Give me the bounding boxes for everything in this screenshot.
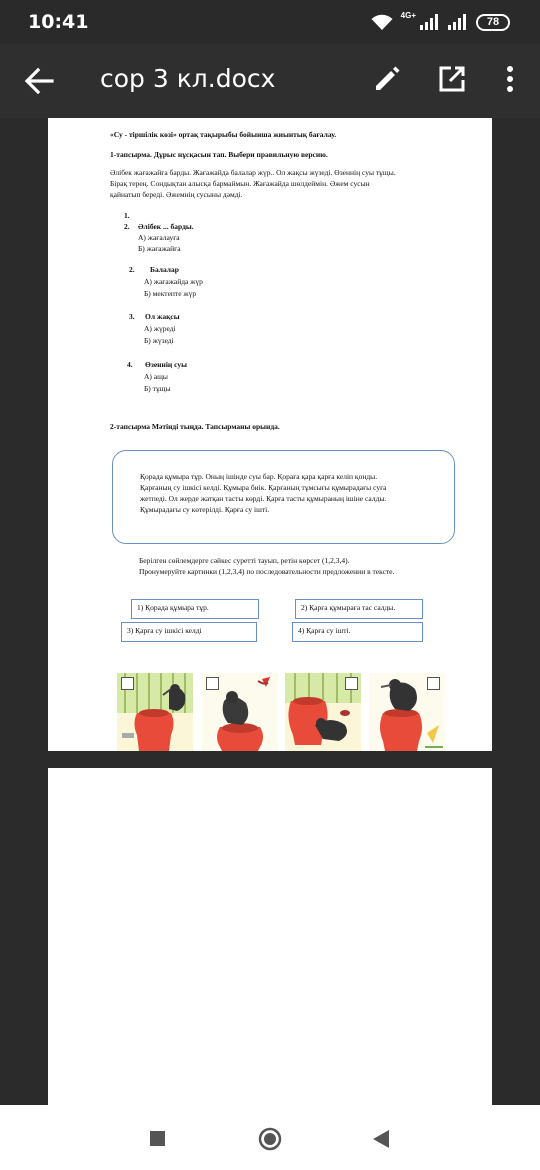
question-option: А) жағажайда жүр [144, 277, 203, 286]
question-option: А) жүреді [144, 324, 176, 333]
question-text: Балалар [150, 265, 179, 274]
more-vert-icon[interactable] [496, 64, 524, 94]
passage-line: Әлібек жағажайға барды. Жағажайда балалар жүр.. Ол жақсы жүзеді. Өзеннің суы тұщы. [110, 168, 396, 177]
network-label: 4G+ [400, 11, 416, 20]
app-bar [0, 44, 540, 118]
recents-square-icon[interactable] [150, 1131, 165, 1146]
question-option: Б) жүзеді [144, 336, 174, 345]
status-time: 10:41 [28, 11, 89, 33]
signal-icon [448, 14, 468, 30]
question-option: Б) жағажайға [138, 244, 181, 253]
answer-text: 3) Қарға су ішкісі келді [127, 626, 202, 635]
question-option: А) жағалауға [138, 233, 180, 242]
document-page [48, 768, 492, 1105]
answer-box [295, 599, 423, 619]
navigation-bar [0, 1105, 540, 1170]
status-bar [0, 0, 540, 44]
story-line: жетпеді. Ол жерде жатқан тасты көрді. Қарға тасты құмыраның ішіне салды. [140, 494, 387, 503]
crow-on-jug-picture [369, 673, 445, 751]
picture-checkbox [121, 677, 134, 690]
question-option: Б) тұщы [144, 384, 171, 393]
doc-heading: «Су - тіршілік көзі» ортақ тақырыбы бойынша жиынтық бағалау. [110, 130, 337, 139]
question-number: 2. [129, 265, 135, 274]
document-title: сор 3 кл.docx [100, 64, 276, 93]
signal-icon [420, 14, 440, 30]
question-number: 3. [129, 312, 135, 321]
story-line: Қарғаның су ішкісі келді. Құмыра биік. Қарғаның тұмсығы құмырадағы суға [140, 483, 387, 492]
story-line: Құмырадағы су көтерілді. Қарға су ішті. [140, 505, 270, 514]
battery-level: 78 [486, 15, 500, 28]
task1-title: 1-тапсырма. Дұрыс нұсқасын тап. Выбери правильную версию. [110, 150, 328, 159]
back-arrow-icon[interactable] [22, 64, 56, 98]
answer-box [121, 622, 257, 642]
crow-looking-into-jug-picture [285, 673, 361, 751]
home-circle-icon[interactable] [258, 1127, 282, 1151]
picture-checkbox [427, 677, 440, 690]
question-number: 4. [127, 360, 133, 369]
picture-checkbox [206, 677, 219, 690]
story-line: Қорада құмыра тұр. Оның ішінде суы бар. Қораға қара қарға келіп қонды. [140, 472, 378, 481]
question-text: Әлібек ... барды. [138, 222, 194, 231]
crow-at-jug-picture [117, 673, 193, 751]
open-external-icon[interactable] [437, 64, 467, 94]
wifi-icon [371, 14, 393, 31]
answer-text: 4) Қарға су ішті. [298, 626, 351, 635]
crow-drinking-picture [202, 673, 278, 751]
picture-checkbox [345, 677, 358, 690]
question-option: А) ащы [144, 372, 168, 381]
battery-icon [476, 14, 510, 31]
question-text: Ол жақсы [145, 312, 180, 321]
task2-title: 2-тапсырма Мәтінді тыңда. Тапсырманы орында. [110, 422, 280, 431]
edit-pencil-icon[interactable] [372, 64, 402, 94]
status-icons [371, 12, 510, 32]
question-number: 1. [124, 211, 130, 220]
answer-box [131, 599, 259, 619]
passage-line: қайнатып береді. Әжемнің сусыны дәмді. [110, 190, 243, 199]
question-number: 2. [124, 222, 130, 231]
question-option: Б) мектепте жүр [144, 289, 197, 298]
passage-line: Бірақ терең. Сондықтан алысқа бармаймын. Жағажайда шөлдеймін. Әжем сусын [110, 179, 370, 188]
answer-text: 1) Қорада құмыра тұр. [137, 603, 209, 612]
answer-text: 2) Қарға құмыраға тас салды. [301, 603, 396, 612]
answer-box [292, 622, 423, 642]
question-text: Өзеннің суы [145, 360, 187, 369]
back-triangle-icon[interactable] [372, 1129, 390, 1149]
instruction-line: Пронумеруйте картинки (1,2,3,4) по последовательности предложении в тексте. [139, 567, 395, 576]
instruction-line: Берілген сөйлемдерге сәйкес суретті тауып, ретін көрсет (1,2,3,4). [139, 556, 350, 565]
document-page [48, 118, 492, 751]
